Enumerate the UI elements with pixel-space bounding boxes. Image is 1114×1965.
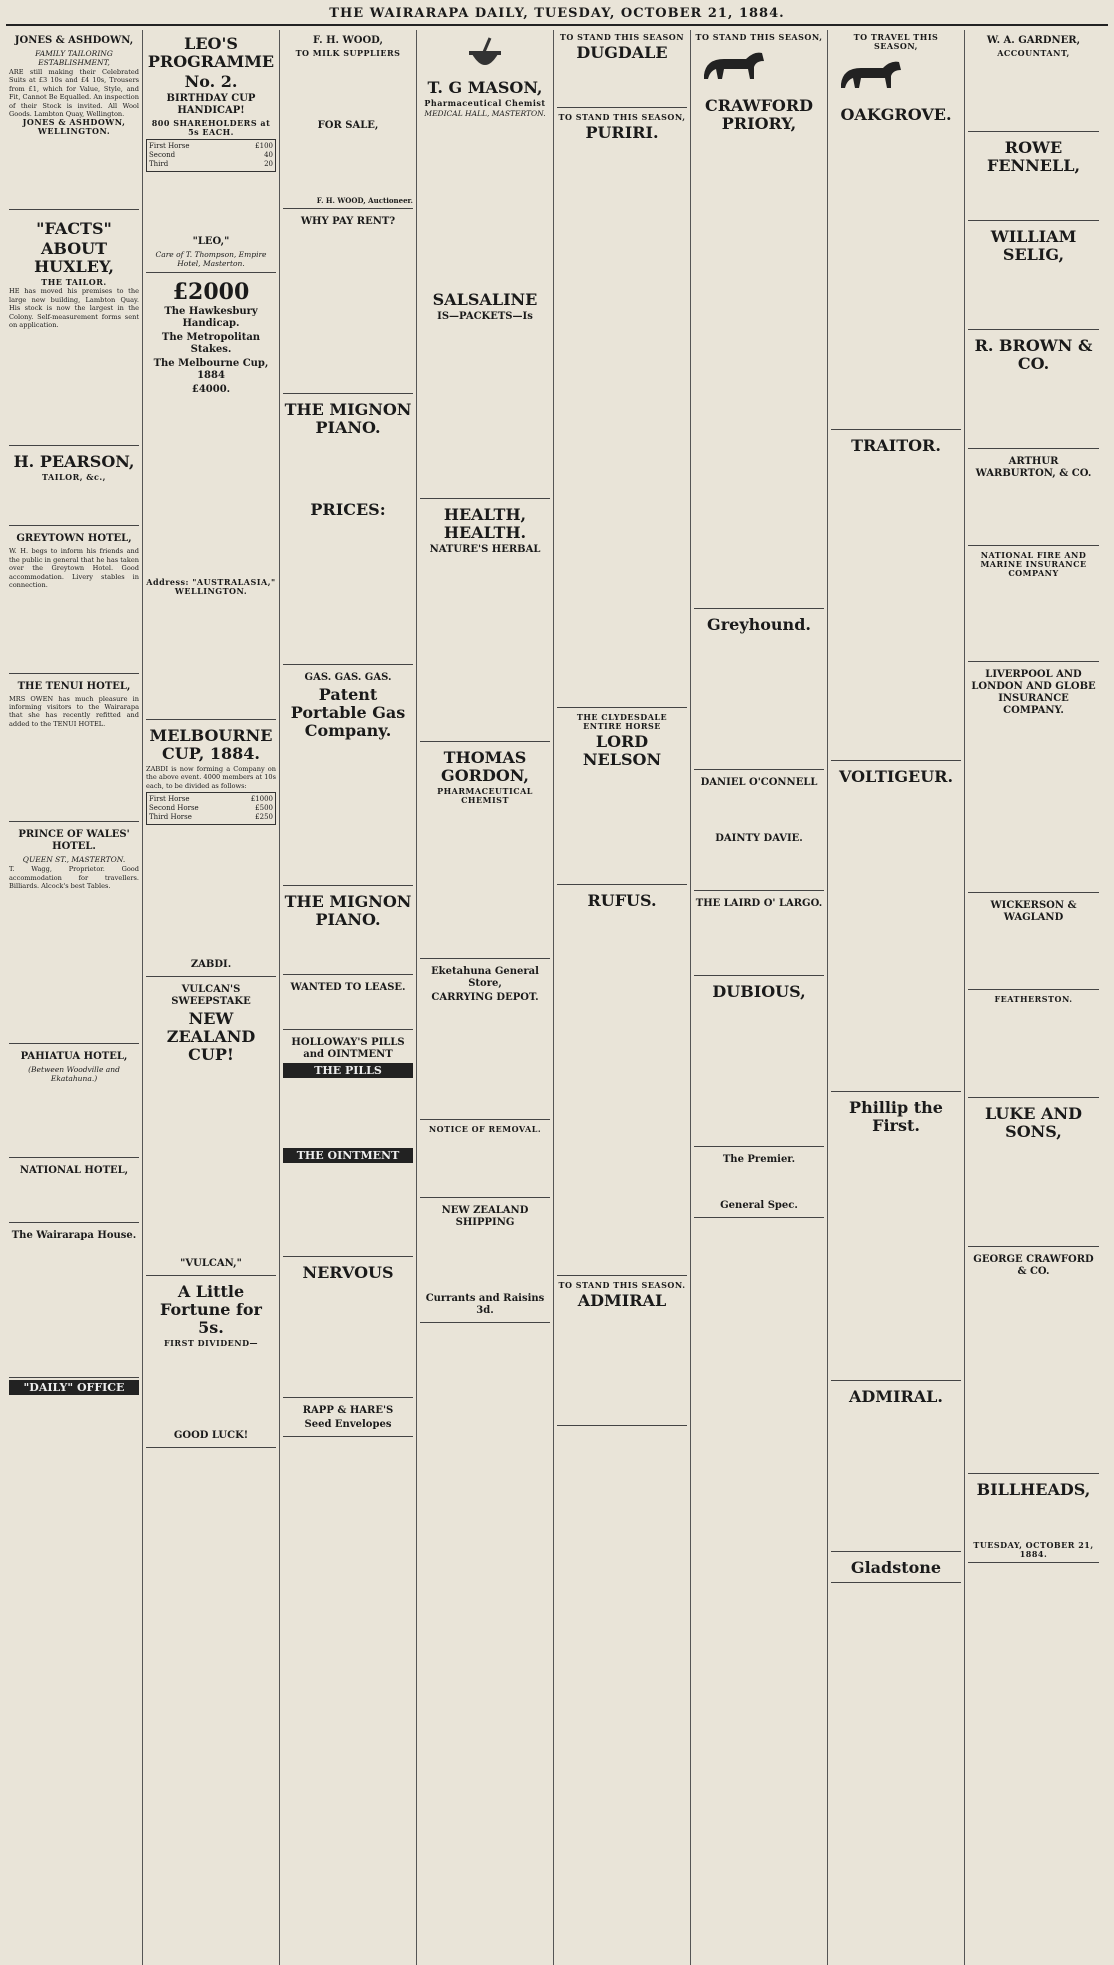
ad-filler	[420, 558, 550, 738]
prize-label: First Horse	[149, 142, 190, 150]
ad-filler	[968, 375, 1099, 445]
ad-filler	[9, 590, 139, 670]
ad-title: VOLTIGEUR.	[838, 767, 954, 786]
ad-title: The Wairarapa House.	[11, 1230, 137, 1242]
ad-title: NOTICE OF REMOVAL.	[428, 1124, 542, 1134]
ad-body: W. H. begs to inform his friends and the public in general that he has taken over the Greytown Hotel. Good accommodation. Livery stables in connection.	[9, 547, 139, 590]
ad-billheads	[968, 1476, 1099, 1563]
ad-voltigeur	[831, 763, 961, 1092]
column-7	[828, 30, 965, 1965]
ad-title: THE MIGNON PIANO.	[284, 892, 412, 929]
prize-label: Third Horse	[149, 813, 192, 822]
prize-label: Second	[149, 151, 176, 159]
ad-filler	[420, 1006, 550, 1116]
prize-label: Second Horse	[149, 804, 199, 813]
ad-filler	[283, 1163, 413, 1253]
prize-row	[149, 151, 273, 160]
ad-crawford-co	[968, 1249, 1099, 1474]
ad-william-selig	[968, 223, 1099, 330]
ad-title: FEATHERSTON.	[994, 994, 1073, 1004]
ad-heading: TO STAND THIS SEASON,	[558, 112, 686, 122]
ad-filler	[968, 926, 1099, 986]
prize-value: £1000	[250, 795, 273, 804]
ad-filler	[831, 457, 961, 757]
ad-shares: 800 SHAREHOLDERS at 5s EACH.	[151, 118, 271, 137]
ad-heading: TO TRAVEL THIS SEASON,	[853, 32, 939, 51]
ad-traitor	[831, 432, 961, 761]
ad-filler	[9, 136, 139, 206]
ad-filler	[968, 266, 1099, 326]
ad-removal	[420, 1122, 550, 1198]
ad-crawford-priory	[694, 30, 824, 609]
ad-filler	[283, 439, 413, 499]
ad-rowe-fennell	[968, 134, 1099, 221]
ad-prince-of-wales	[9, 824, 139, 1044]
ad-for-sale: FOR SALE,	[317, 120, 379, 131]
horse-icon	[694, 45, 774, 89]
ad-gardner	[968, 30, 1099, 132]
ad-heading: TO STAND THIS SEASON,	[695, 32, 823, 42]
ad-title: HOLLOWAY'S PILLS and OINTMENT	[291, 1037, 405, 1060]
ad-filler	[694, 847, 824, 887]
ad-filler	[694, 1168, 824, 1198]
ad-title: F. H. WOOD,	[313, 35, 383, 46]
ad-filler	[968, 177, 1099, 217]
ad-title: DUBIOUS,	[712, 982, 806, 1001]
ad-wanted	[283, 977, 413, 1030]
column-5	[554, 30, 691, 1965]
ad-national-hotel	[9, 1160, 139, 1223]
ad-health	[420, 501, 550, 742]
ad-filler	[968, 1501, 1099, 1541]
prize-row	[149, 804, 273, 813]
ad-title: PURIRI.	[585, 123, 659, 142]
prize-row	[149, 160, 273, 169]
column-2	[143, 30, 280, 1965]
ad-lord-nelson	[557, 710, 687, 885]
prize-table	[146, 792, 276, 825]
ad-filler	[146, 174, 276, 234]
prize-table	[146, 139, 276, 172]
ad-event-sum: £4000.	[191, 384, 231, 395]
ad-title: GAS. GAS. GAS.	[304, 672, 392, 683]
ad-title: LUKE AND SONS,	[985, 1104, 1082, 1141]
ad-title: ADMIRAL.	[848, 1387, 943, 1406]
ad-pahiatua-hotel	[9, 1046, 139, 1158]
ad-title-2: DAINTY DAVIE.	[715, 833, 803, 844]
ad-signature: F. H. WOOD, Auctioneer.	[316, 196, 413, 205]
ad-body: ZABDI is now forming a Company on the above event. 4000 members at 10s each, to be divided as follows:	[146, 765, 276, 790]
ad-event: The Melbourne Cup, 1884	[153, 358, 269, 381]
ad-filler	[557, 64, 687, 104]
ad-title: CRAWFORD PRIORY,	[704, 96, 814, 133]
ad-title: THE TENUI HOTEL,	[17, 680, 131, 692]
ad-filler	[9, 728, 139, 818]
ad-filler	[420, 1231, 550, 1291]
ad-dubious	[694, 978, 824, 1147]
ad-filler	[557, 1312, 687, 1422]
ad-product-price: IS—PACKETS—Is	[437, 311, 533, 322]
ad-mignon-piano	[283, 396, 413, 665]
ad-subtitle: PHARMACEUTICAL CHEMIST	[437, 786, 533, 805]
ad-sum: £2000	[172, 279, 250, 305]
ad-title: BILLHEADS,	[976, 1480, 1091, 1499]
ad-filler	[283, 1078, 413, 1148]
ad-filler	[968, 578, 1099, 658]
ad-filler	[9, 890, 139, 1040]
ad-subtitle: QUEEN ST., MASTERTON.	[22, 855, 126, 865]
ad-title: LIVERPOOL AND LONDON AND GLOBE INSURANCE COMPANY.	[971, 669, 1096, 716]
ad-title: A Little Fortune for 5s.	[160, 1282, 262, 1338]
ad-filler	[694, 135, 824, 605]
ad-title: RUFUS.	[587, 891, 657, 910]
ad-title: Gladstone	[850, 1558, 942, 1577]
ad-signature: "VULCAN,"	[180, 1258, 242, 1270]
column-6	[691, 30, 828, 1965]
ad-subtitle: NATURE'S HERBAL	[429, 544, 541, 555]
ad-subtitle: TO MILK SUPPLIERS	[295, 48, 401, 58]
ad-subtitle: TAILOR, &c.,	[42, 472, 106, 483]
ad-dugdale	[557, 30, 687, 108]
ad-title: NATIONAL HOTEL,	[19, 1165, 129, 1177]
pills-banner: THE PILLS	[283, 1063, 413, 1078]
ad-subtitle: Patent Portable Gas Company.	[290, 685, 406, 740]
ad-title: THE MIGNON PIANO.	[284, 400, 412, 437]
ointment-banner: THE OINTMENT	[283, 1148, 413, 1163]
ad-title: TRAITOR.	[851, 436, 941, 455]
prize-label: First Horse	[149, 795, 190, 804]
ad-filler	[831, 788, 961, 1088]
ad-vulcan	[146, 979, 276, 1276]
ad-title: GEORGE CRAWFORD & CO.	[973, 1254, 1094, 1277]
ad-signature: ZABDI.	[190, 959, 232, 971]
ad-filler	[831, 1408, 961, 1548]
prize-row	[149, 813, 273, 822]
ad-filler	[283, 742, 413, 882]
prize-row	[149, 795, 273, 804]
ad-puriri	[557, 110, 687, 708]
ad-title: LEO'S PROGRAMME	[147, 34, 275, 71]
imprint: TUESDAY, OCTOBER 21, 1884.	[973, 1540, 1094, 1559]
ad-address: Care of T. Thompson, Empire Hotel, Masterton.	[155, 250, 267, 268]
ad-phillip-the-first	[831, 1094, 961, 1381]
ad-warburton	[968, 451, 1099, 546]
ad-title: GREYTOWN HOTEL,	[16, 533, 132, 545]
ad-oakgrove	[831, 30, 961, 430]
ad-address: Address: "AUSTRALASIA," WELLINGTON.	[146, 577, 276, 596]
ad-filler	[694, 1003, 824, 1143]
ad-title: JONES & ASHDOWN,	[14, 35, 134, 46]
ad-title: LORD NELSON	[582, 732, 662, 769]
ad-subtitle: Seed Envelopes	[304, 1419, 392, 1430]
ad-little-fortune	[146, 1278, 276, 1448]
column-3	[280, 30, 417, 1965]
ad-greytown-hotel	[9, 528, 139, 673]
ad-admiral-kaiwaiwai	[831, 1383, 961, 1552]
ad-heading: TO STAND THIS SEASON.	[558, 1280, 686, 1290]
ad-zabdi	[146, 722, 276, 977]
ad-filler	[420, 119, 550, 289]
daily-office-block: "DAILY" OFFICE	[9, 1380, 139, 1395]
ad-signature: JONES & ASHDOWN, WELLINGTON.	[22, 117, 126, 137]
ad-filler	[146, 1348, 276, 1428]
ad-filler	[968, 719, 1099, 889]
ad-daniel-oconnell	[694, 772, 824, 891]
ad-dividend: FIRST DIVIDEND—	[164, 1338, 258, 1349]
ad-title: RAPP & HARE'S	[302, 1405, 394, 1416]
ad-filler	[420, 325, 550, 495]
ad-title: WILLIAM SELIG,	[990, 227, 1077, 264]
ad-filler	[283, 1284, 413, 1394]
ad-product: SALSALINE	[432, 290, 538, 309]
ad-slogan: GOOD LUCK!	[173, 1430, 249, 1442]
ad-featherston	[968, 992, 1099, 1098]
ad-title: VULCAN'S SWEEPSTAKE	[171, 984, 251, 1008]
columns	[6, 30, 1108, 1965]
ad-title: "FACTS"	[36, 219, 112, 239]
ad-title: H. PEARSON,	[13, 452, 135, 472]
ad-event: The Metropolitan Stakes.	[161, 332, 261, 355]
ad-filler	[694, 636, 824, 766]
ad-filler	[283, 134, 413, 194]
ad-laird-o-largo	[694, 893, 824, 976]
ad-pearson	[9, 448, 139, 526]
ad-title: The Premier.	[722, 1154, 796, 1165]
ad-filler	[557, 912, 687, 1272]
ad-title: NATIONAL FIRE AND MARINE INSURANCE COMPANY	[980, 550, 1087, 578]
ad-title-2: General Spec.	[720, 1200, 798, 1211]
ad-filler	[146, 1066, 276, 1256]
ad-signature: "LEO,"	[192, 236, 230, 247]
ad-title: ADMIRAL	[577, 1291, 667, 1310]
ad-filler	[831, 126, 961, 426]
ad-filler	[968, 1280, 1099, 1470]
ad-heading: THE CLYDESDALE ENTIRE HORSE	[576, 712, 668, 731]
ad-filler	[9, 329, 139, 439]
ad-title: NEW ZEALAND SHIPPING	[441, 1205, 529, 1228]
ad-subtitle: CARRYING DEPOT.	[431, 992, 539, 1003]
column-4	[417, 30, 554, 1965]
ad-title: Eketahuna General Store,	[431, 966, 539, 989]
ad-title: HEALTH, HEALTH.	[443, 505, 527, 542]
ad-jones-ashdown	[9, 30, 139, 210]
ad-title: DUGDALE	[576, 43, 668, 62]
ad-filler	[9, 1084, 139, 1154]
ad-title: ARTHUR WARBURTON, & CO.	[975, 456, 1092, 479]
ad-title: ROWE FENNELL,	[986, 138, 1081, 175]
ad-body: T. Wagg, Proprietor. Good accommodation for travellers. Billiards. Alcock's best Tables.	[9, 865, 139, 890]
ad-title: OAKGROVE.	[840, 105, 952, 124]
ad-greyhound	[694, 611, 824, 770]
ad-body: ARE still making their Celebrated Suits at £3 10s and £4 10s, Trousers from £1, which for Value, Style, and Fit, Cannot Be Equalled. An inspection of their Stock is invited. All Wool Goods. Lambton Quay, Wellington.	[9, 68, 139, 119]
ad-title: THE LAIRD O' LARGO.	[695, 898, 823, 909]
ad-brown-co	[968, 332, 1099, 449]
prize-row	[149, 142, 273, 151]
ad-filler	[283, 58, 413, 118]
ad-filler	[146, 827, 276, 957]
ad-wickerson-wagland	[968, 895, 1099, 990]
ad-title: WANTED TO LEASE.	[290, 982, 406, 993]
ad-holloway	[283, 1032, 413, 1257]
ad-filler	[557, 144, 687, 704]
ad-filler	[968, 1143, 1099, 1243]
horse-icon	[831, 54, 911, 98]
masthead: THE WAIRARAPA DAILY, TUESDAY, OCTOBER 21, 1884.	[6, 6, 1108, 26]
ad-title: Greyhound.	[707, 615, 811, 634]
ad-filler	[420, 805, 550, 955]
ad-filler	[557, 771, 687, 881]
ad-title: PRINCE OF WALES' HOTEL.	[18, 829, 130, 853]
ad-filler	[968, 58, 1099, 128]
ad-filler	[968, 482, 1099, 542]
mortar-pestle-icon	[460, 36, 510, 76]
ad-title: THOMAS GORDON,	[441, 748, 529, 785]
ad-heading: TO STAND THIS SEASON	[559, 32, 685, 42]
ad-gladstone	[831, 1554, 961, 1583]
ad-why-pay-rent	[283, 211, 413, 394]
ad-filler	[146, 398, 276, 578]
ad-shipping	[420, 1200, 550, 1323]
prize-label: Third	[149, 160, 169, 168]
ad-title: Phillip the First.	[849, 1098, 943, 1135]
ad-subtitle: Pharmaceutical Chemist	[424, 98, 546, 108]
ad-eketahuna	[420, 961, 550, 1120]
ad-event: NEW ZEALAND CUP!	[166, 1009, 256, 1065]
ad-title: R. BROWN & CO.	[974, 336, 1093, 373]
ad-title-2: ABOUT HUXLEY,	[34, 239, 114, 277]
prize-value: 40	[264, 151, 273, 159]
ad-gordon	[420, 744, 550, 959]
ad-number: No. 2.	[184, 72, 238, 91]
column-8	[965, 30, 1102, 1965]
ad-body: MRS OWEN has much pleasure in informing visitors to the Wairarapa that she has recently refitted and added to the TENUI HOTEL.	[9, 694, 139, 728]
ad-title: PAHIATUA HOTEL,	[20, 1051, 128, 1063]
ad-filler	[420, 1134, 550, 1194]
ad-filler	[831, 1137, 961, 1377]
ad-wairarapa-house	[9, 1225, 139, 1378]
ad-filler	[283, 996, 413, 1026]
ad-filler	[283, 230, 413, 390]
ad-filler	[283, 521, 413, 661]
ad-subtitle: (Between Woodville and Ekatahuna.)	[28, 1065, 120, 1084]
ad-body: HE has moved his premises to the large new building, Lambton Quay. His stock is now the largest in the Colony. Self-measurement forms sent on application.	[9, 287, 139, 330]
ad-address: MEDICAL HALL, MASTERTON.	[424, 109, 546, 118]
ad-nervous	[283, 1259, 413, 1398]
ad-event: BIRTHDAY CUP HANDICAP!	[166, 93, 256, 116]
prize-value: 20	[264, 160, 273, 168]
ad-prices: PRICES:	[310, 500, 386, 519]
ad-subtitle: ACCOUNTANT,	[997, 48, 1070, 58]
ad-admiral	[557, 1278, 687, 1426]
ad-national-fire	[968, 548, 1099, 662]
ad-filler	[694, 912, 824, 972]
ad-title: WHY PAY RENT?	[300, 216, 396, 227]
ad-premier	[694, 1149, 824, 1218]
ad-filler	[9, 1179, 139, 1219]
ad-title: MELBOURNE CUP, 1884.	[149, 726, 273, 763]
ad-rufus	[557, 887, 687, 1276]
prize-value: £500	[255, 804, 273, 813]
ad-huxley	[9, 212, 139, 446]
ad-filler	[283, 931, 413, 971]
ad-liverpool-london	[968, 664, 1099, 893]
ad-filler	[9, 1244, 139, 1374]
ad-mignon-piano-2	[283, 888, 413, 975]
ad-title: T. G MASON,	[427, 78, 543, 97]
ad-leo-programme	[146, 30, 276, 273]
ad-product: Currants and Raisins 3d.	[425, 1293, 545, 1316]
ad-seeds	[283, 1400, 413, 1437]
column-1	[6, 30, 143, 1965]
ad-title: WICKERSON & WAGLAND	[990, 900, 1077, 923]
ad-mason	[420, 30, 550, 499]
ad-australasia	[146, 275, 276, 720]
ad-title: W. A. GARDNER,	[986, 35, 1081, 46]
prize-value: £250	[255, 813, 273, 822]
ad-subtitle: FAMILY TAILORING ESTABLISHMENT,	[35, 49, 113, 67]
ad-filler	[9, 482, 139, 522]
ad-gas	[283, 667, 413, 886]
ad-wood-milk	[283, 30, 413, 209]
ad-luke-sons	[968, 1100, 1099, 1247]
ad-filler	[146, 596, 276, 716]
ad-filler	[968, 1004, 1099, 1094]
ad-filler	[694, 791, 824, 831]
ad-tenui-hotel	[9, 676, 139, 823]
ad-subtitle: THE TAILOR.	[41, 277, 107, 288]
ad-title: NERVOUS	[302, 1263, 394, 1282]
ad-title: DANIEL O'CONNELL	[700, 777, 818, 788]
ad-event: The Hawkesbury Handicap.	[164, 306, 258, 329]
prize-value: £100	[255, 142, 273, 150]
